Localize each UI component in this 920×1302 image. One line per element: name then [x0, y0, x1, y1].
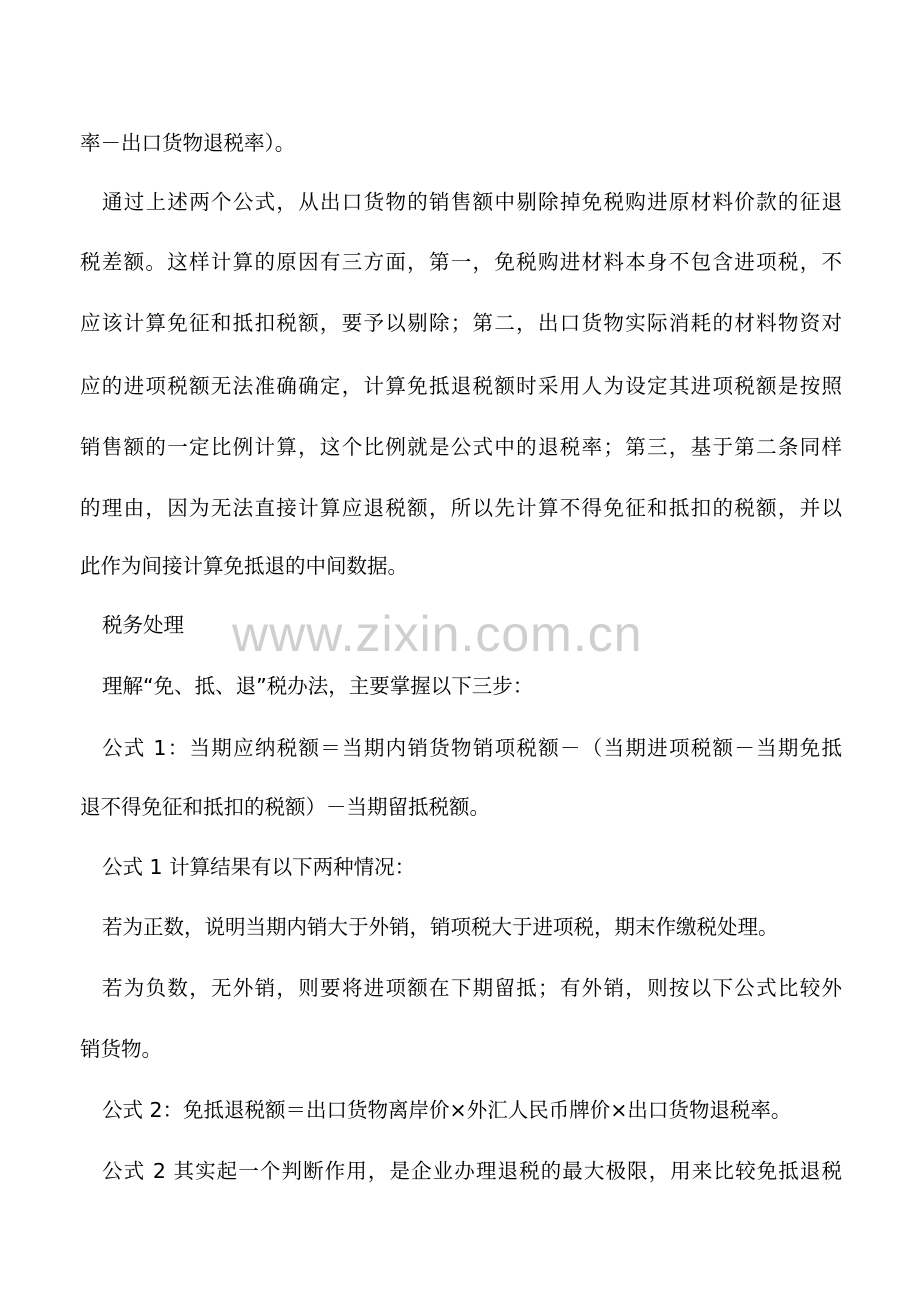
text-line: 应的进项税额无法准确确定，计算免抵退税额时采用人为设定其进项税额是按照	[80, 374, 842, 398]
text-line: 公式 1 计算结果有以下两种情况：	[102, 855, 416, 879]
text-line: 若为负数，无外销，则要将进项额在下期留抵；有外销，则按以下公式比较外	[102, 976, 842, 1000]
section-heading: 税务处理	[102, 613, 184, 637]
text-line: 公式 1：当期应纳税额＝当期内销货物销项税额－（当期进项税额－当期免抵	[102, 736, 842, 760]
text-line: 退不得免征和抵扣的税额）－当期留抵税额。	[80, 795, 490, 819]
text-line: 理解“免、抵、退”税办法，主要掌握以下三步：	[102, 674, 534, 698]
text-line: 的理由，因为无法直接计算应退税额，所以先计算不得免征和抵扣的税额，并以	[80, 496, 842, 520]
text-line: 税差额。这样计算的原因有三方面，第一，免税购进材料本身不包含进项税，不	[80, 250, 842, 274]
text-line: 公式 2 其实起一个判断作用，是企业办理退税的最大极限，用来比较免抵退税	[102, 1159, 842, 1183]
text-line: 公式 2：免抵退税额＝出口货物离岸价×外汇人民币牌价×出口货物退税率。	[102, 1098, 792, 1122]
text-line: 若为正数，说明当期内销大于外销，销项税大于进项税，期末作缴税处理。	[102, 915, 779, 939]
text-line: 应该计算免征和抵扣税额，要予以剔除；第二，出口货物实际消耗的材料物资对	[80, 311, 842, 335]
text-line: 销货物。	[80, 1037, 162, 1061]
text-line: 销售额的一定比例计算，这个比例就是公式中的退税率；第三，基于第二条同样	[80, 435, 842, 459]
text-line: 此作为间接计算免抵退的中间数据。	[80, 554, 408, 578]
text-line: 率－出口货物退税率）。	[80, 131, 296, 155]
watermark: www.zixin.com.cn	[232, 606, 643, 662]
text-line: 通过上述两个公式，从出口货物的销售额中剔除掉免税购进原材料价款的征退	[102, 190, 842, 214]
